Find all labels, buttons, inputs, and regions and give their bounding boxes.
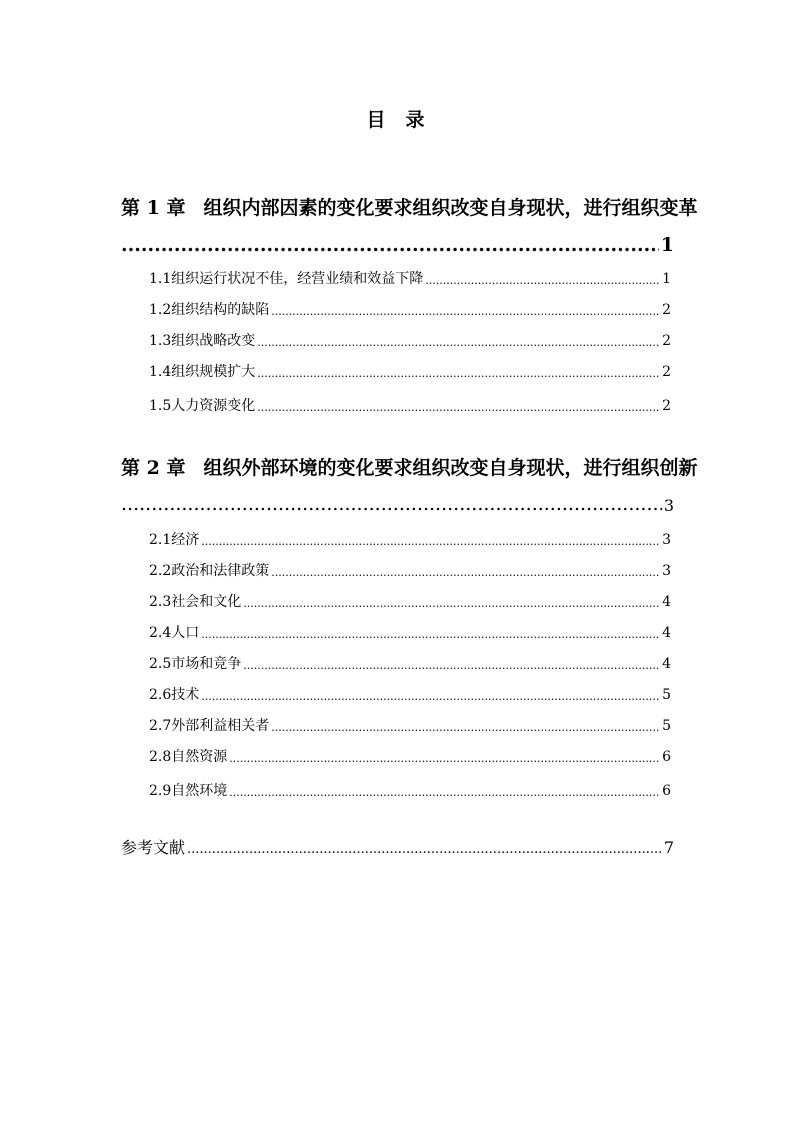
chapter-2-page-line[interactable]: [121, 493, 674, 515]
references-title: 参考文献: [121, 838, 186, 857]
chapter-2-title: 组织外部环境的变化要求组织改变自身现状，进行组织创新: [203, 457, 698, 479]
chapter-2-number: 第 2 章: [121, 457, 186, 479]
chapter-2-heading[interactable]: [121, 453, 697, 480]
section-number: 2.7: [149, 718, 172, 734]
section-number: 1.4: [149, 364, 172, 380]
section-page: 6: [662, 749, 671, 765]
dot-leader: [243, 597, 660, 611]
section-page: 2: [662, 302, 671, 318]
toc-title-char-2: 录: [405, 109, 427, 131]
section-page: 5: [662, 687, 671, 703]
section-title: 政治和法律政策: [171, 563, 270, 579]
section-page: 3: [662, 563, 671, 579]
toc-entry-1-5[interactable]: [149, 397, 671, 415]
dot-leader: [201, 690, 660, 704]
section-number: 2.6: [149, 687, 172, 703]
dot-leader: [229, 752, 660, 766]
section-title: 社会和文化: [171, 594, 242, 610]
chapter-1-page: 1: [660, 234, 674, 256]
section-page: 2: [662, 333, 671, 349]
section-title: 自然环境: [171, 783, 228, 799]
section-number: 1.2: [149, 302, 172, 318]
section-page: 5: [662, 718, 671, 734]
dot-leader: [201, 535, 660, 549]
section-number: 1.5: [149, 398, 172, 414]
dot-leader: [243, 659, 660, 673]
dot-leader: [271, 721, 660, 735]
toc-title-char-1: 目: [366, 109, 388, 131]
chapter-2-page: 3: [663, 496, 674, 515]
references-page: 7: [663, 838, 674, 857]
section-title: 组织战略改变: [171, 333, 256, 349]
section-title: 组织结构的缺陷: [171, 302, 270, 318]
section-title: 组织规模扩大: [171, 364, 256, 380]
chapter-1-number: 第 1 章: [121, 197, 186, 219]
section-number: 2.1: [149, 532, 172, 548]
toc-entry-1-3[interactable]: [149, 332, 671, 350]
section-title: 市场和竞争: [171, 656, 242, 672]
section-title: 组织运行状况不佳，经营业绩和效益下降: [171, 271, 424, 287]
section-page: 3: [662, 532, 671, 548]
dot-leader: [201, 628, 660, 642]
section-number: 2.8: [149, 749, 172, 765]
section-title: 经济: [171, 532, 200, 548]
section-page: 4: [662, 625, 671, 641]
section-page: 1: [662, 271, 671, 287]
toc-entry-2-8[interactable]: [149, 748, 671, 766]
toc-entry-2-7[interactable]: [149, 717, 671, 735]
section-page: 2: [662, 398, 671, 414]
section-number: 1.3: [149, 333, 172, 349]
section-number: 2.4: [149, 625, 172, 641]
toc-entry-1-4[interactable]: [149, 363, 671, 381]
section-number: 2.5: [149, 656, 172, 672]
section-page: 4: [662, 656, 671, 672]
dot-leader: [271, 305, 660, 319]
dot-leader: [257, 336, 660, 350]
toc-entry-2-3[interactable]: [149, 593, 671, 611]
section-number: 1.1: [149, 271, 172, 287]
toc-entry-2-1[interactable]: [149, 531, 671, 549]
toc-entry-2-5[interactable]: [149, 655, 671, 673]
toc-entry-2-9[interactable]: [149, 782, 671, 800]
dot-leader: [257, 401, 660, 415]
chapter-1-heading[interactable]: [121, 193, 697, 220]
toc-entry-references[interactable]: [121, 838, 674, 858]
toc-entry-1-1[interactable]: [149, 270, 671, 288]
dot-leader: [257, 367, 660, 381]
toc-title: [0, 105, 793, 132]
section-title: 人口: [171, 625, 200, 641]
dot-leader: [121, 234, 659, 256]
chapter-1-title: 组织内部因素的变化要求组织改变自身现状，进行组织变革: [203, 197, 698, 219]
section-page: 2: [662, 364, 671, 380]
section-number: 2.9: [149, 783, 172, 799]
dot-leader: [425, 274, 660, 288]
section-number: 2.3: [149, 594, 172, 610]
dot-leader: [121, 493, 662, 515]
dot-leader: [271, 566, 660, 580]
toc-entry-2-4[interactable]: [149, 624, 671, 642]
section-title: 自然资源: [171, 749, 228, 765]
section-title: 外部利益相关者: [171, 718, 270, 734]
section-title: 人力资源变化: [171, 398, 256, 414]
dot-leader: [229, 786, 660, 800]
section-page: 6: [662, 783, 671, 799]
chapter-1-page-line[interactable]: [121, 234, 674, 256]
toc-entry-2-2[interactable]: [149, 562, 671, 580]
section-title: 技术: [171, 687, 200, 703]
dot-leader: [187, 842, 662, 858]
section-number: 2.2: [149, 563, 172, 579]
toc-entry-2-6[interactable]: [149, 686, 671, 704]
toc-entry-1-2[interactable]: [149, 301, 671, 319]
section-page: 4: [662, 594, 671, 610]
